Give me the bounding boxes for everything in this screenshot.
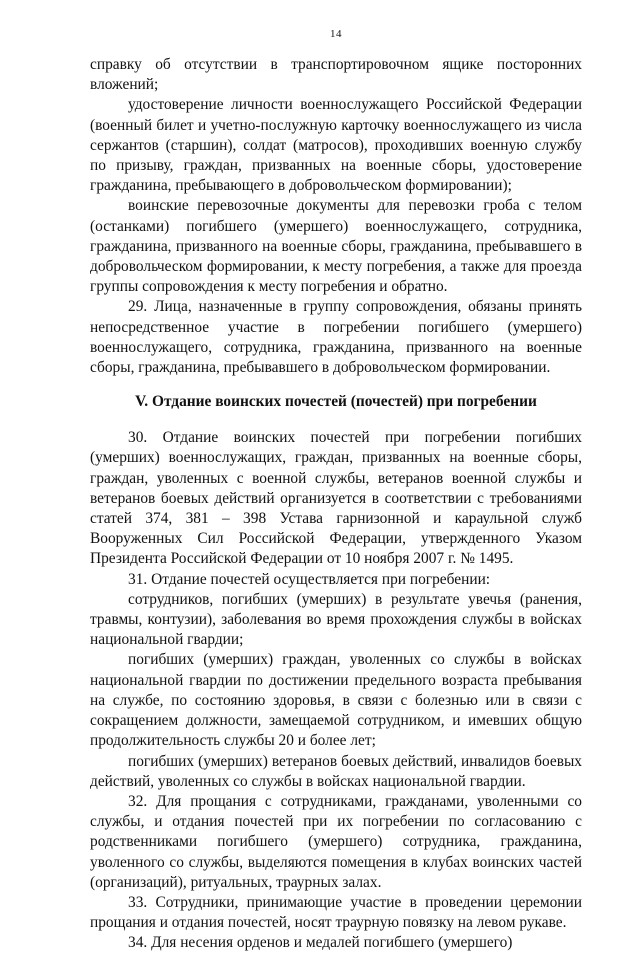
paragraph: 31. Отдание почестей осуществляется при погребении: (128, 570, 491, 588)
paragraph: 32. Для прощания с сотрудниками, гражданами, уволенными со службы, и отдания почестей при их погребении по согласованию с родственниками погибшего (умершего) сотрудника, гражданина, уволенного со службы, выделяются помещения в клубах воинских частей (организаций), ритуальных, траурных залах. (90, 792, 582, 891)
paragraph: 33. Сотрудники, принимающие участие в проведении церемонии прощания и отдания почестей, носят траурную повязку на левом рукаве. (90, 893, 582, 932)
paragraph: 34. Для несения орденов и медалей погибшего (умершего) (128, 934, 513, 952)
paragraph: справку об отсутствии в транспортировочном ящике посторонних вложений; (90, 56, 582, 94)
paragraph: 29. Лица, назначенные в группу сопровождения, обязаны принять непосредственное участие в погребении погибшего (умершего) военнослужащего, сотрудника, гражданина, призванного на военные сборы, гражданина, пребывавшего в добровольческом формировании. (90, 298, 582, 377)
paragraph: погибших (умерших) ветеранов боевых действий, инвалидов боевых действий, уволенных со службы в войсках национальной гвардии. (90, 752, 582, 790)
paragraph: 30. Отдание воинских почестей при погребении погибших (умерших) военнослужащих, граждан, призванных на военные сборы, граждан, уволенных с военной службы, ветеранов военной службы и ветеранов боевых действий организуется в соответствии с требованиями статей 374, 381 – 398 Устава гарнизонной и караульной служб Вооруженных Сил Российской Федерации, утвержденного Указом Президента Российской Федерации от 10 ноября 2007 г. № 1495. (90, 429, 582, 568)
paragraph: сотрудников, погибших (умерших) в результате увечья (ранения, травмы, контузии), заболевания во время прохождения службы в войсках национальной гвардии; (90, 590, 582, 649)
paragraph: погибших (умерших) граждан, уволенных со службы в войсках национальной гвардии по достижении предельного возраста пребывания на службе, по состоянию здоровья, в связи с болезнью или в связи с сокращением должности, замещаемой сотрудником, и имевших общую продолжительность службы 20 и более лет; (90, 651, 582, 750)
section-heading: V. Отдание воинских почестей (почестей) при погребении (135, 393, 537, 411)
paragraph: воинские перевозочные документы для перевозки гроба с телом (останками) погибшего (умершего) военнослужащего, сотрудника, гражданина, призванного на военные сборы, гражданина, пребывавшего в добровольческом формировании, к месту погребения, а также для проезда группы сопровождения к месту погребения и обратно. (90, 197, 582, 296)
document-body (90, 55, 582, 954)
paragraph: удостоверение личности военнослужащего Российской Федерации (военный билет и учетно-послужную карточку военнослужащего из числа сержантов (старшин), солдат (матросов), проходивших военную службу по призыву, граждан, призванных на военные сборы, удостоверение гражданина, пребывающего в добровольческом формировании); (90, 96, 582, 195)
paragraphs-after-section (90, 428, 582, 953)
page-number: 14 (330, 28, 342, 40)
paragraphs-before-section (90, 55, 582, 378)
